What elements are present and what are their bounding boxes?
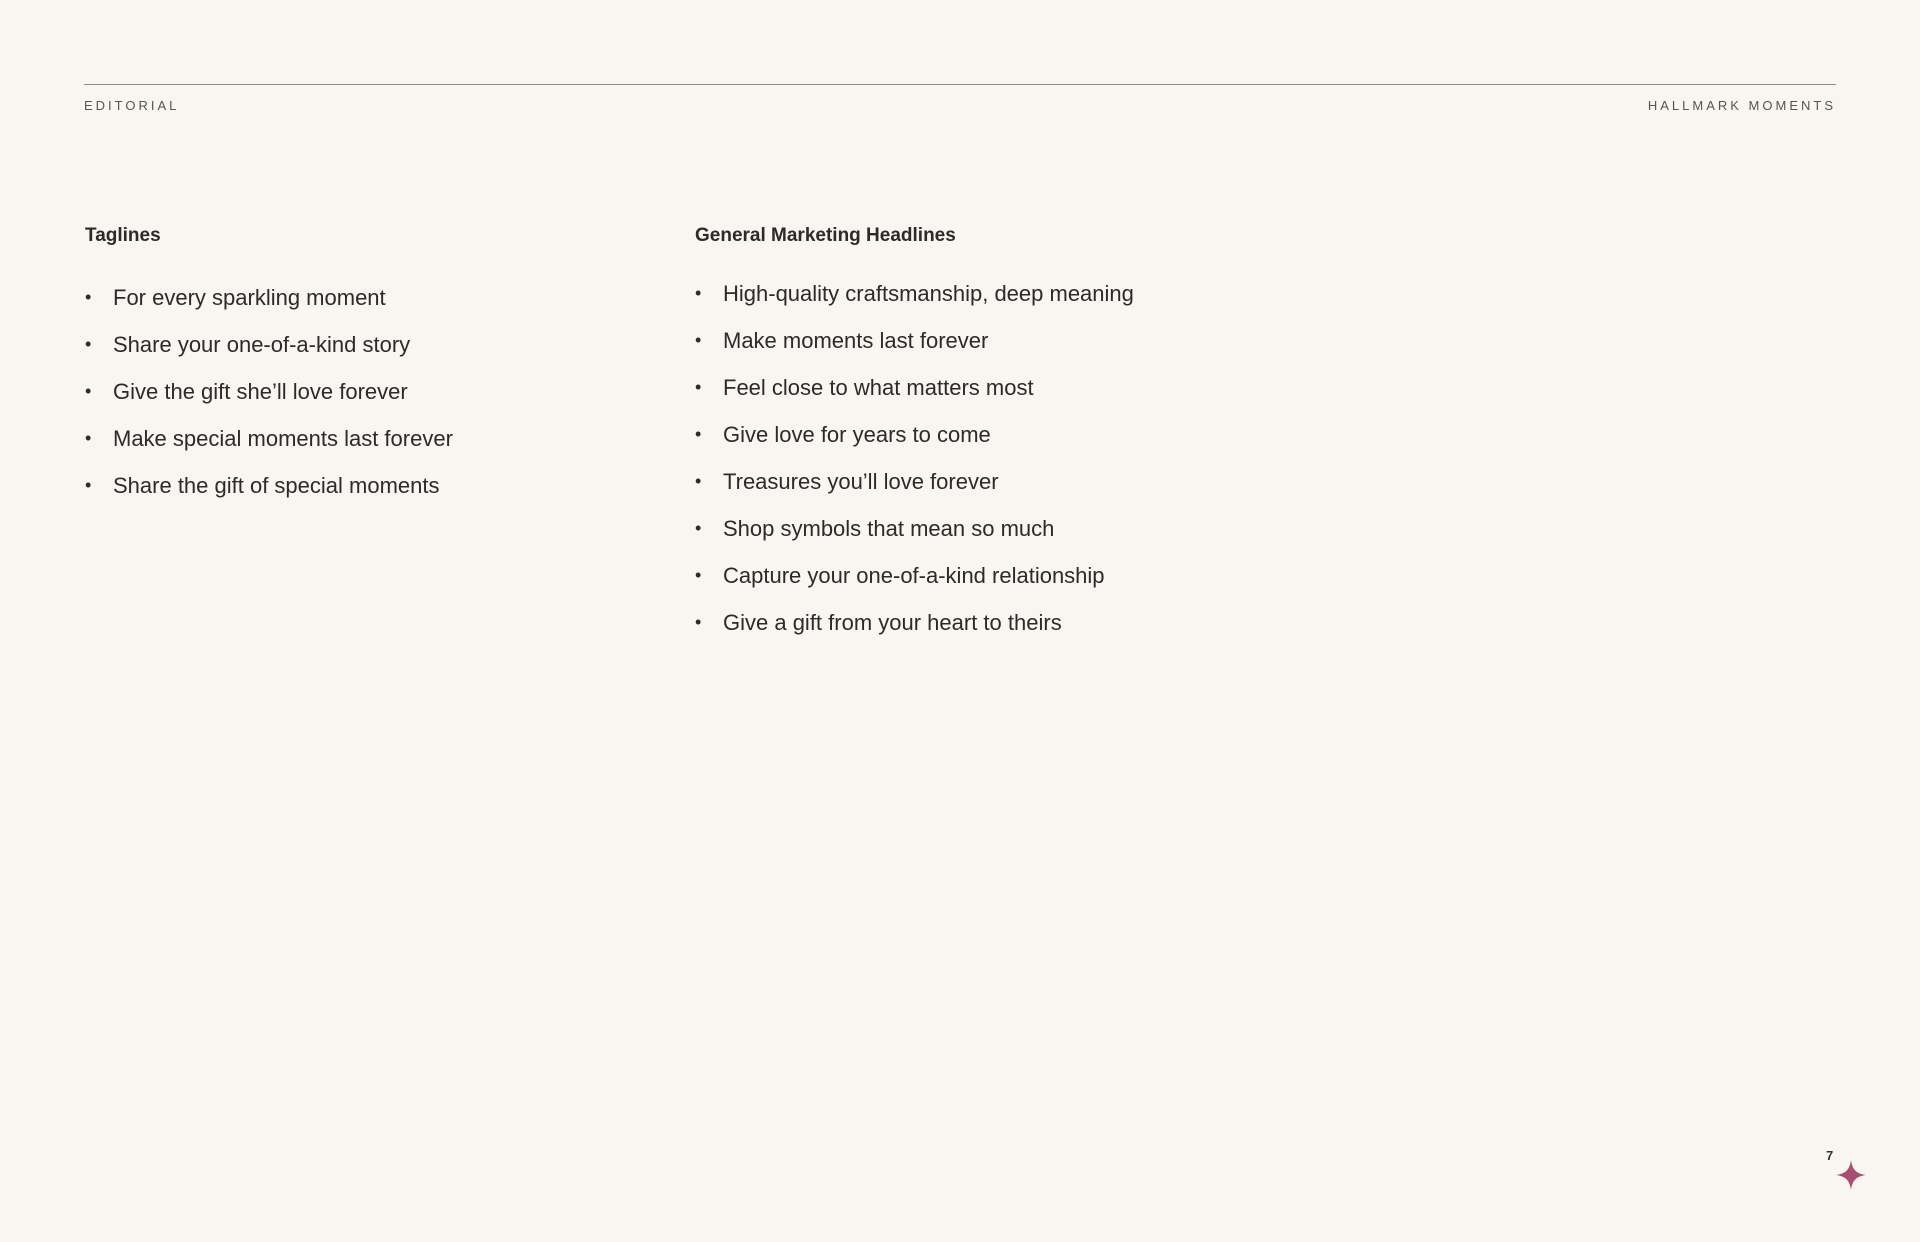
headlines-list <box>695 270 1395 646</box>
list-item <box>695 599 1395 646</box>
list-item-text: Share the gift of special moments <box>113 473 440 498</box>
bullet-icon: • <box>695 612 702 632</box>
taglines-title: Taglines <box>85 225 161 246</box>
list-item <box>695 458 1395 505</box>
list-item-text: Make special moments last forever <box>113 426 453 451</box>
list-item-text: Treasures you’ll love forever <box>723 469 999 494</box>
taglines-column <box>85 224 625 509</box>
taglines-list <box>85 274 625 509</box>
list-item <box>85 274 625 321</box>
list-item <box>85 462 625 509</box>
section-label: EDITORIAL <box>84 98 180 113</box>
list-item-text: Capture your one-of-a-kind relationship <box>723 563 1105 588</box>
list-item <box>695 411 1395 458</box>
brand-label: HALLMARK MOMENTS <box>1647 98 1836 113</box>
list-item <box>85 415 625 462</box>
list-item-text: Give a gift from your heart to theirs <box>723 610 1062 635</box>
list-item <box>695 364 1395 411</box>
bullet-icon: • <box>695 424 702 444</box>
list-item <box>695 270 1395 317</box>
list-item <box>695 505 1395 552</box>
bullet-icon: • <box>85 428 92 448</box>
list-item <box>85 368 625 415</box>
list-item-text: Make moments last forever <box>723 328 989 353</box>
headlines-column <box>695 224 1395 646</box>
bullet-icon: • <box>85 334 92 354</box>
list-item-text: Share your one-of-a-kind story <box>113 332 411 357</box>
bullet-icon: • <box>695 471 702 491</box>
list-item <box>695 552 1395 599</box>
list-item-text: Feel close to what matters most <box>723 375 1034 400</box>
sparkle-icon <box>1836 1160 1866 1190</box>
list-item <box>695 317 1395 364</box>
bullet-icon: • <box>695 377 702 397</box>
bullet-icon: • <box>695 565 702 585</box>
headlines-title: General Marketing Headlines <box>695 225 956 246</box>
list-item-text: High-quality craftsmanship, deep meaning <box>723 281 1134 306</box>
list-item-text: Give the gift she’ll love forever <box>113 379 408 404</box>
bullet-icon: • <box>85 381 92 401</box>
bullet-icon: • <box>695 518 702 538</box>
bullet-icon: • <box>85 287 92 307</box>
bullet-icon: • <box>695 330 702 350</box>
page-number: 7 <box>1826 1148 1834 1163</box>
bullet-icon: • <box>695 283 702 303</box>
list-item <box>85 321 625 368</box>
header-divider <box>84 84 1836 85</box>
list-item-text: For every sparkling moment <box>113 285 386 310</box>
list-item-text: Give love for years to come <box>723 422 991 447</box>
list-item-text: Shop symbols that mean so much <box>723 516 1055 541</box>
bullet-icon: • <box>85 475 92 495</box>
